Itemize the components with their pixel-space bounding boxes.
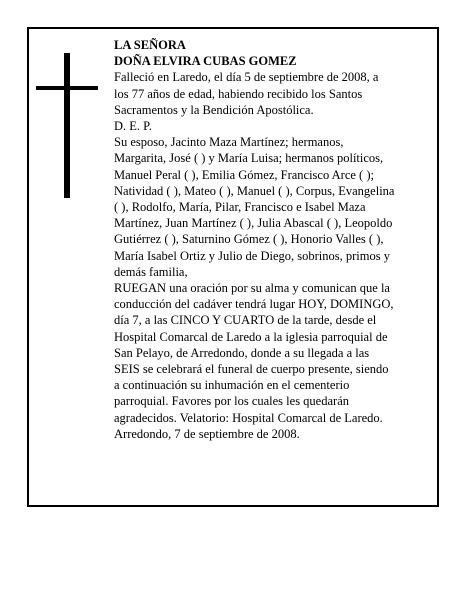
family-line-2: Margarita, José ( ) y María Luisa; hermanos políticos, xyxy=(114,151,384,166)
request-line-7: a continuación su inhumación en el cementerio xyxy=(114,378,350,393)
rip-line: D. E. P. xyxy=(114,119,152,134)
request-line-4: Hospital Comarcal de Laredo a la iglesia parroquial de xyxy=(114,329,388,344)
death-announcement-line-1: Falleció en Laredo, el día 5 de septiembre de 2008, a xyxy=(114,70,379,85)
request-line-8: parroquial. Favores por los cuales les quedarán xyxy=(114,394,349,409)
family-line-6: Martínez, Juan Martínez ( ), Julia Abascal ( ), Leopoldo xyxy=(114,216,393,231)
notice-title: LA SEÑORA xyxy=(114,38,186,52)
request-line-2: conducción del cadáver tendrá lugar HOY, DOMINGO, xyxy=(114,297,394,312)
request-line-9: agradecidos. Velatorio: Hospital Comarcal de Laredo. xyxy=(114,410,383,425)
deceased-name: DOÑA ELVIRA CUBAS GOMEZ xyxy=(114,54,297,69)
cross-vertical-bar xyxy=(64,53,70,198)
family-line-3: Manuel Peral ( ), Emilia Gómez, Francisco Arce ( ); xyxy=(114,167,374,182)
family-line-9: demás familia, xyxy=(114,264,188,279)
request-line-3: día 7, a las CINCO Y CUARTO de la tarde, desde el xyxy=(114,313,377,328)
request-line-1: RUEGAN una oración por su alma y comunican que la xyxy=(114,281,390,296)
place-date-line: Arredondo, 7 de septiembre de 2008. xyxy=(114,426,300,441)
death-announcement-line-2: los 77 años de edad, habiendo recibido los Santos xyxy=(114,86,363,101)
family-line-5: ( ), Rodolfo, María, Pilar, Francisco e Isabel Maza xyxy=(114,200,366,215)
request-line-6: SEIS se celebrará el funeral de cuerpo presente, siendo xyxy=(114,362,389,377)
family-line-4: Natividad ( ), Mateo ( ), Manuel ( ), Corpus, Evangelina xyxy=(114,183,395,198)
cross-icon xyxy=(36,53,98,198)
family-line-8: María Isabel Ortiz y Julio de Diego, sobrinos, primos y xyxy=(114,248,390,263)
request-line-5: San Pelayo, de Arredondo, donde a su llegada a las xyxy=(114,345,370,360)
cross-horizontal-bar xyxy=(36,86,98,90)
family-line-1: Su esposo, Jacinto Maza Martínez; hermanos, xyxy=(114,135,344,150)
obituary-text-block xyxy=(114,37,426,442)
family-line-7: Gutiérrez ( ), Saturnino Gómez ( ), Honorio Valles ( ), xyxy=(114,232,384,247)
death-announcement-line-3: Sacramentos y la Bendición Apostólica. xyxy=(114,102,314,117)
